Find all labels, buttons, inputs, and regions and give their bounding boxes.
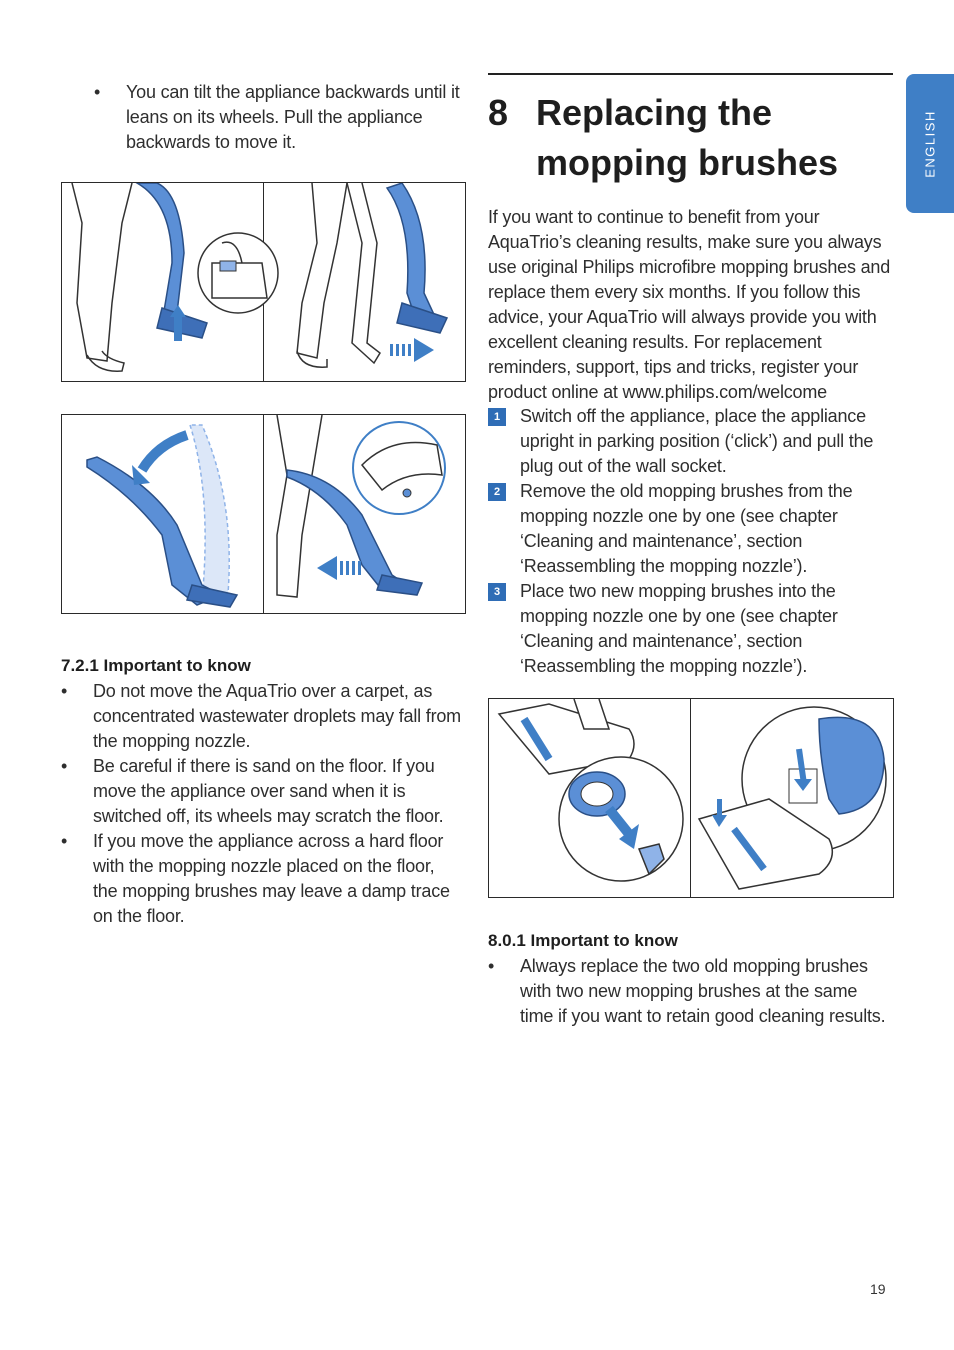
figure-tilt-backwards (61, 414, 466, 614)
step-text: Place two new mopping brushes into the mopping nozzle one by one (see chapter ‘Cleaning and maintenance’, section ‘Reassembling the mopping nozzle’). (520, 581, 838, 676)
chapter-number: 8 (488, 92, 509, 133)
section-heading-8-0-1: 8.0.1 Important to know (488, 931, 678, 950)
step-text: Switch off the appliance, place the appliance upright in parking position (‘click’) and pull the plug out of the wall socket. (520, 406, 874, 476)
section-heading-7-2-1: 7.2.1 Important to know (61, 656, 251, 675)
steps-list (488, 404, 893, 679)
figure-tilt-and-pull (61, 182, 466, 382)
intro-bullet-list (94, 80, 464, 155)
step-number: 1 (488, 408, 506, 426)
chapter-title (488, 88, 898, 188)
important-bullet-list-right (488, 954, 888, 1029)
step-item (488, 404, 893, 479)
figure-tilt-and-pull-illustration (62, 183, 465, 381)
figure-tilt-backwards-illustration (62, 415, 465, 613)
list-item: • If you move the appliance across a hard floor with the mopping nozzle placed on the floor, the mopping brushes may leave a damp trace on the floor. (61, 829, 461, 929)
figure-mopping-brushes (488, 698, 894, 898)
step-text: Remove the old mopping brushes from the mopping nozzle one by one (see chapter ‘Cleaning and maintenance’, section ‘Reassembling the mopping nozzle’). (520, 481, 853, 576)
list-item: • You can tilt the appliance backwards until it leans on its wheels. Pull the appliance backwards to move it. (94, 80, 464, 155)
language-tab (906, 74, 954, 213)
chapter-intro: If you want to continue to benefit from your AquaTrio’s cleaning results, make sure you always use original Philips microfibre mopping brushes and replace them every six months. If you follow this advice, your AquaTrio will always provide you with excellent cleaning results. For replacement reminders, support, tips and tricks, register your product online at www.philips.com/welcome (488, 207, 891, 402)
figure-mopping-brushes-illustration (489, 699, 893, 897)
title-rule (488, 73, 893, 75)
page-number: 19 (870, 1281, 886, 1297)
important-bullet-list-left (61, 679, 461, 929)
list-item: • Always replace the two old mopping brushes with two new mopping brushes at the same time if you want to retain good cleaning results. (488, 954, 888, 1029)
step-number: 2 (488, 483, 506, 501)
list-item: • Be careful if there is sand on the floor. If you move the appliance over sand when it is switched off, its wheels may scratch the floor. (61, 754, 461, 829)
list-item: • Do not move the AquaTrio over a carpet, as concentrated wastewater droplets may fall from the mopping nozzle. (61, 679, 461, 754)
step-item (488, 579, 893, 679)
step-item (488, 479, 893, 579)
step-number: 3 (488, 583, 506, 601)
chapter-title-text: Replacing the mopping brushes (536, 92, 839, 183)
language-tab-label: ENGLISH (922, 109, 938, 178)
